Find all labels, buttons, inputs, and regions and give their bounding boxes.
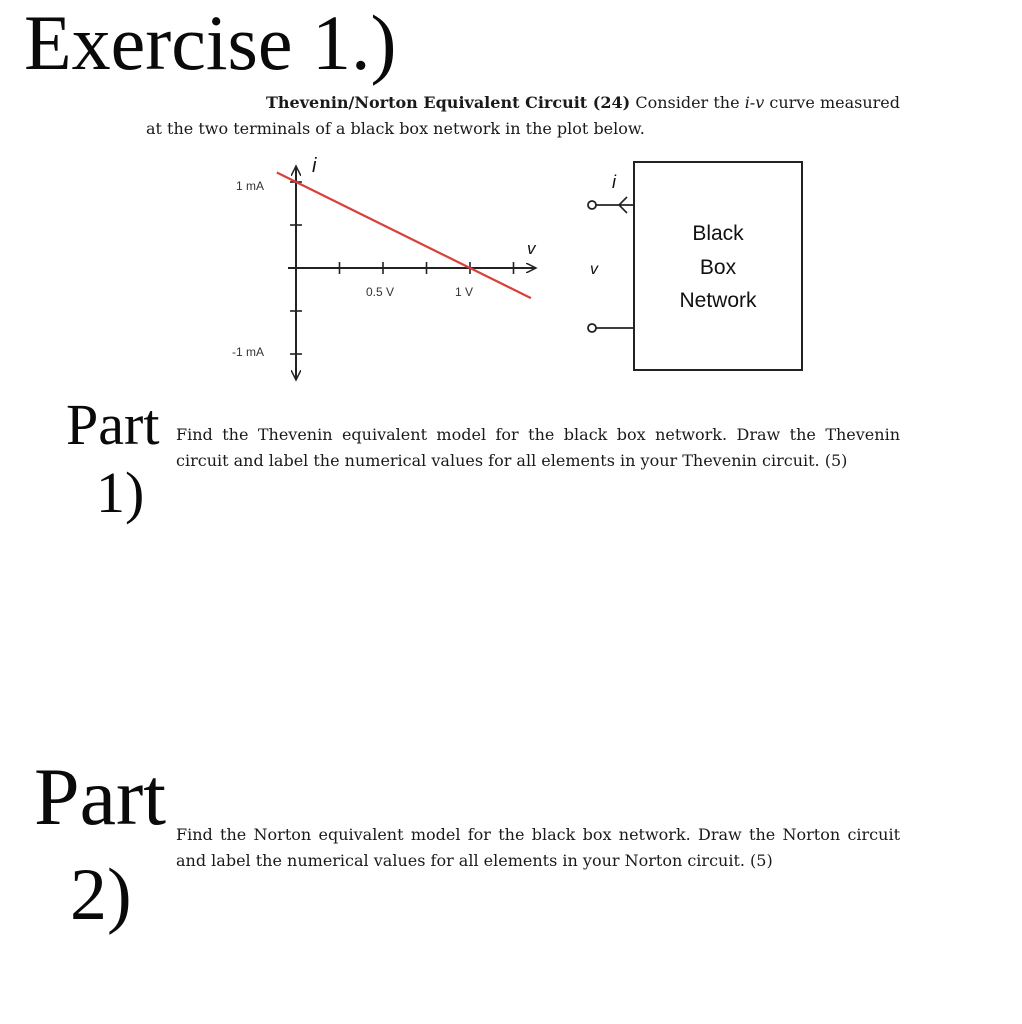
y-axis-label: i bbox=[312, 155, 317, 177]
current-label: i bbox=[612, 172, 616, 192]
voltage-label: v bbox=[590, 261, 598, 278]
part2-question: Find the Norton equivalent model for the black box network. Draw the Norton circuit and label the numerical values for all elements in your Norton circuit. (5) bbox=[176, 825, 900, 870]
black-box-network bbox=[588, 162, 802, 370]
bottom-terminal bbox=[588, 324, 596, 332]
part1-question: Find the Thevenin equivalent model for the black box network. Draw the Thevenin circuit and label the numerical values for all elements in your Thevenin circuit. (5) bbox=[176, 425, 900, 470]
iv-plot bbox=[232, 155, 537, 380]
intro-text-before: Consider the bbox=[630, 93, 745, 112]
part2-label: Part bbox=[34, 751, 167, 842]
iv-curve-and-black-box-diagram bbox=[0, 0, 1022, 400]
x-axis-label: v bbox=[527, 239, 536, 258]
intro-text-after: curve measured at the two terminals of a black box network in the plot below. bbox=[146, 93, 900, 138]
black-box-label-line-3: Network bbox=[679, 289, 757, 312]
intro-iv: i-v bbox=[744, 93, 765, 112]
iv-curve-line bbox=[277, 173, 531, 299]
exercise-title: Exercise 1.) bbox=[24, 0, 397, 86]
problem-heading: Thevenin/Norton Equivalent Circuit (24) bbox=[266, 93, 631, 112]
x-tick-label-1V: 1 V bbox=[455, 285, 474, 299]
part1-number: 1) bbox=[96, 460, 145, 525]
part1-label: Part bbox=[66, 392, 160, 457]
y-tick-label-neg-1mA: -1 mA bbox=[232, 345, 265, 359]
black-box-label-line-1: Black bbox=[692, 222, 744, 245]
black-box-label-line-2: Box bbox=[699, 256, 737, 279]
y-tick-label-1mA: 1 mA bbox=[236, 179, 265, 193]
part2-number: 2) bbox=[70, 854, 132, 936]
x-tick-label-0.5V: 0.5 V bbox=[366, 285, 395, 299]
top-terminal bbox=[588, 201, 596, 209]
